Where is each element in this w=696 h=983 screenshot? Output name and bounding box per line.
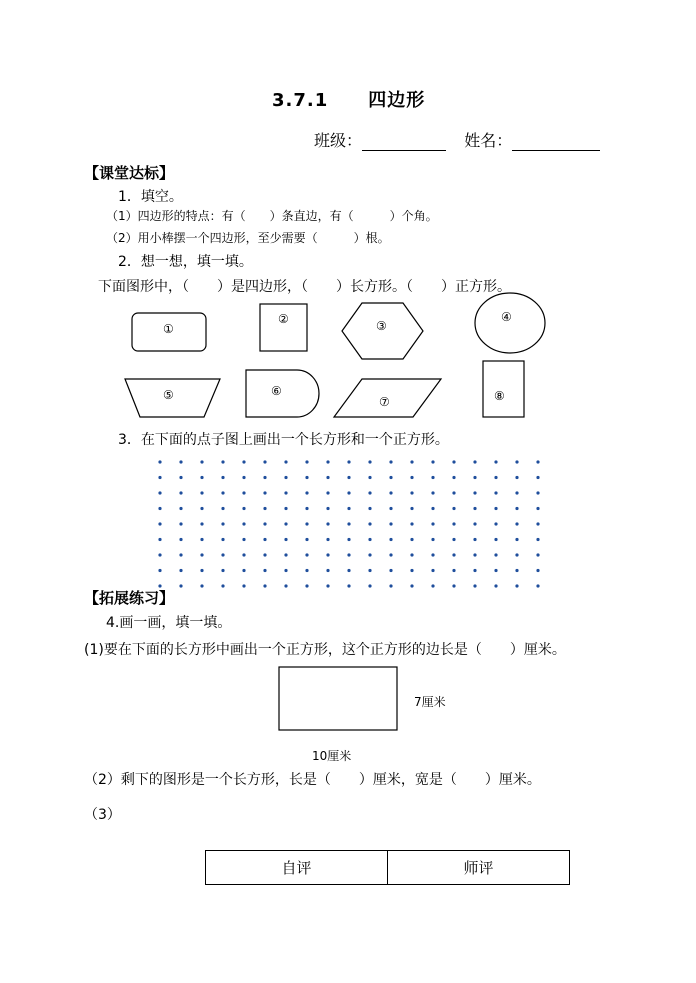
grid-dot: [305, 460, 308, 463]
grid-dot: [431, 491, 434, 494]
grid-dot: [347, 460, 350, 463]
grid-dot: [284, 460, 287, 463]
shape-6-d-shape: [246, 370, 319, 417]
class-label: 班级：: [314, 131, 363, 150]
teacher-evaluation-cell[interactable]: 师评: [388, 851, 570, 885]
grid-dot: [305, 507, 308, 510]
grid-dot: [389, 476, 392, 479]
grid-dot: [473, 507, 476, 510]
big-rectangle[interactable]: [279, 667, 397, 730]
grid-dot: [200, 491, 203, 494]
grid-dot: [263, 476, 266, 479]
grid-dot: [536, 476, 539, 479]
grid-dot: [431, 569, 434, 572]
grid-dot: [368, 491, 371, 494]
grid-dot: [473, 538, 476, 541]
dot-grid[interactable]: [0, 455, 696, 595]
grid-dot: [284, 569, 287, 572]
question-2-label: 2．想一想，填一填。: [118, 254, 253, 270]
grid-dot: [326, 491, 329, 494]
grid-dot: [410, 460, 413, 463]
grid-dot: [494, 507, 497, 510]
grid-dot: [284, 522, 287, 525]
grid-dot: [326, 522, 329, 525]
grid-dot: [431, 507, 434, 510]
grid-dot: [494, 522, 497, 525]
grid-dot: [158, 553, 161, 556]
grid-dot: [242, 491, 245, 494]
grid-dot: [305, 538, 308, 541]
grid-dot: [158, 522, 161, 525]
grid-dot: [389, 584, 392, 587]
grid-dot: [326, 538, 329, 541]
section-title-classwork: 【课堂达标】: [84, 164, 175, 182]
grid-dot: [284, 476, 287, 479]
grid-dot: [221, 584, 224, 587]
grid-dot: [452, 584, 455, 587]
question-2-line-1: 下面图形中，（ ）是四边形，（ ）长方形。（ ）正方形。: [98, 279, 511, 295]
question-4-line-3: （3）: [84, 807, 121, 823]
grid-dot: [263, 584, 266, 587]
grid-dot: [221, 476, 224, 479]
grid-dot: [305, 584, 308, 587]
grid-dot: [536, 538, 539, 541]
grid-dot: [158, 507, 161, 510]
grid-dot: [473, 569, 476, 572]
grid-dot: [263, 553, 266, 556]
grid-dot: [221, 522, 224, 525]
grid-dot: [473, 460, 476, 463]
grid-dot: [347, 507, 350, 510]
grid-dot: [515, 522, 518, 525]
grid-dot: [200, 553, 203, 556]
grid-dot: [158, 460, 161, 463]
grid-dot: [158, 569, 161, 572]
grid-dot: [326, 553, 329, 556]
grid-dot: [410, 553, 413, 556]
grid-dot: [452, 553, 455, 556]
grid-dot: [368, 507, 371, 510]
grid-dot: [515, 507, 518, 510]
grid-dot: [431, 476, 434, 479]
section-title-extension: 【拓展练习】: [84, 589, 175, 607]
grid-dot: [389, 553, 392, 556]
grid-dot: [179, 538, 182, 541]
grid-dot: [515, 491, 518, 494]
grid-dot: [494, 476, 497, 479]
grid-dot: [452, 460, 455, 463]
grid-dot: [200, 538, 203, 541]
grid-dot: [473, 584, 476, 587]
grid-dot: [410, 584, 413, 587]
grid-dot: [431, 522, 434, 525]
grid-dot: [305, 553, 308, 556]
grid-dot: [284, 538, 287, 541]
grid-dot: [347, 476, 350, 479]
grid-dot: [179, 522, 182, 525]
grid-dot: [431, 553, 434, 556]
grid-dot: [221, 569, 224, 572]
lesson-title: 四边形: [368, 90, 426, 111]
grid-dot: [410, 507, 413, 510]
shape-2-label: ②: [278, 312, 289, 326]
question-3-label: 3．在下面的点子图上画出一个长方形和一个正方形。: [118, 432, 449, 448]
grid-dot: [158, 476, 161, 479]
grid-dot: [410, 538, 413, 541]
shape-7-label: ⑦: [379, 395, 390, 409]
lesson-number: 3.7.1: [272, 90, 329, 111]
grid-dot: [515, 460, 518, 463]
grid-dot: [179, 553, 182, 556]
grid-dot: [368, 460, 371, 463]
grid-dot: [410, 476, 413, 479]
height-label: 7厘米: [414, 695, 446, 709]
grid-dot: [263, 522, 266, 525]
grid-dot: [200, 507, 203, 510]
grid-dot: [515, 569, 518, 572]
grid-dot: [263, 507, 266, 510]
grid-dot: [410, 522, 413, 525]
grid-dot: [221, 553, 224, 556]
grid-dot: [389, 538, 392, 541]
shape-3-label: ③: [376, 319, 387, 333]
grid-dot: [473, 522, 476, 525]
grid-dot: [242, 584, 245, 587]
grid-dot: [200, 584, 203, 587]
grid-dot: [305, 522, 308, 525]
grid-dot: [284, 491, 287, 494]
grid-dot: [200, 569, 203, 572]
grid-dot: [326, 584, 329, 587]
grid-dot: [200, 460, 203, 463]
grid-dot: [515, 584, 518, 587]
grid-dot: [368, 476, 371, 479]
grid-dot: [263, 538, 266, 541]
grid-dot: [347, 553, 350, 556]
width-label: 10厘米: [312, 749, 352, 763]
grid-dot: [389, 491, 392, 494]
grid-dot: [494, 569, 497, 572]
grid-dot: [263, 569, 266, 572]
grid-dot: [347, 491, 350, 494]
grid-dot: [389, 460, 392, 463]
grid-dot: [347, 522, 350, 525]
name-label: 姓名：: [464, 131, 513, 150]
grid-dot: [431, 538, 434, 541]
grid-dot: [242, 553, 245, 556]
grid-dot: [515, 553, 518, 556]
grid-dot: [179, 507, 182, 510]
grid-dot: [242, 507, 245, 510]
grid-dot: [284, 553, 287, 556]
grid-dot: [389, 507, 392, 510]
grid-dot: [242, 569, 245, 572]
grid-dot: [305, 476, 308, 479]
grid-dot: [200, 476, 203, 479]
grid-dot: [536, 491, 539, 494]
grid-dot: [452, 569, 455, 572]
grid-dot: [305, 569, 308, 572]
grid-dot: [536, 522, 539, 525]
grid-dot: [494, 491, 497, 494]
self-evaluation-cell[interactable]: 自评: [206, 851, 388, 885]
grid-dot: [494, 538, 497, 541]
grid-dot: [326, 569, 329, 572]
grid-dot: [473, 553, 476, 556]
grid-dot: [347, 538, 350, 541]
grid-dot: [242, 522, 245, 525]
grid-dot: [536, 460, 539, 463]
grid-dot: [473, 491, 476, 494]
grid-dot: [179, 584, 182, 587]
shapes-figure: [0, 0, 696, 440]
grid-dot: [284, 584, 287, 587]
grid-dot: [452, 476, 455, 479]
grid-dot: [347, 569, 350, 572]
grid-dot: [221, 538, 224, 541]
grid-dot: [242, 538, 245, 541]
grid-dot: [368, 569, 371, 572]
grid-dot: [536, 569, 539, 572]
shape-1-label: ①: [163, 322, 174, 336]
grid-dot: [305, 491, 308, 494]
grid-dot: [452, 491, 455, 494]
grid-dot: [410, 569, 413, 572]
question-4-line-1: (1)要在下面的长方形中画出一个正方形，这个正方形的边长是（ ）厘米。: [84, 642, 566, 658]
question-1-line-1: （1）四边形的特点：有（ ）条直边，有（ ）个角。: [106, 209, 438, 223]
grid-dot: [221, 491, 224, 494]
grid-dot: [452, 522, 455, 525]
grid-dot: [494, 460, 497, 463]
question-1-label: 1．填空。: [118, 189, 183, 205]
grid-dot: [326, 460, 329, 463]
grid-dot: [452, 507, 455, 510]
grid-dot: [179, 569, 182, 572]
grid-dot: [368, 553, 371, 556]
grid-dot: [179, 491, 182, 494]
grid-dot: [536, 507, 539, 510]
grid-dot: [326, 476, 329, 479]
grid-dot: [347, 584, 350, 587]
grid-dot: [200, 522, 203, 525]
question-1-line-2: （2）用小棒摆一个四边形，至少需要（ ）根。: [106, 231, 390, 245]
grid-dot: [431, 460, 434, 463]
shape-8-label: ⑧: [494, 389, 505, 403]
grid-dot: [242, 476, 245, 479]
shape-6-label: ⑥: [271, 384, 282, 398]
grid-dot: [410, 491, 413, 494]
grid-dot: [368, 522, 371, 525]
grid-dot: [263, 491, 266, 494]
grid-dot: [263, 460, 266, 463]
grid-dot: [494, 553, 497, 556]
grid-dot: [158, 491, 161, 494]
grid-dot: [389, 569, 392, 572]
grid-dot: [221, 507, 224, 510]
grid-dot: [221, 460, 224, 463]
grid-dot: [389, 522, 392, 525]
grid-dot: [368, 584, 371, 587]
evaluation-table: [205, 850, 570, 885]
rectangle-figure: [0, 660, 696, 760]
grid-dot: [494, 584, 497, 587]
grid-dot: [242, 460, 245, 463]
grid-dot: [515, 476, 518, 479]
grid-dot: [431, 584, 434, 587]
question-4-line-2: （2）剩下的图形是一个长方形，长是（ ）厘米，宽是（ ）厘米。: [84, 772, 541, 788]
grid-dot: [473, 476, 476, 479]
grid-dot: [158, 538, 161, 541]
question-4-label: 4.画一画，填一填。: [106, 615, 232, 631]
grid-dot: [452, 538, 455, 541]
grid-dot: [284, 507, 287, 510]
grid-dot: [179, 460, 182, 463]
grid-dot: [515, 538, 518, 541]
grid-dot: [368, 538, 371, 541]
grid-dot: [179, 476, 182, 479]
shape-4-label: ④: [501, 310, 512, 324]
grid-dot: [326, 507, 329, 510]
grid-dot: [536, 553, 539, 556]
grid-dot: [536, 584, 539, 587]
shape-5-label: ⑤: [163, 388, 174, 402]
